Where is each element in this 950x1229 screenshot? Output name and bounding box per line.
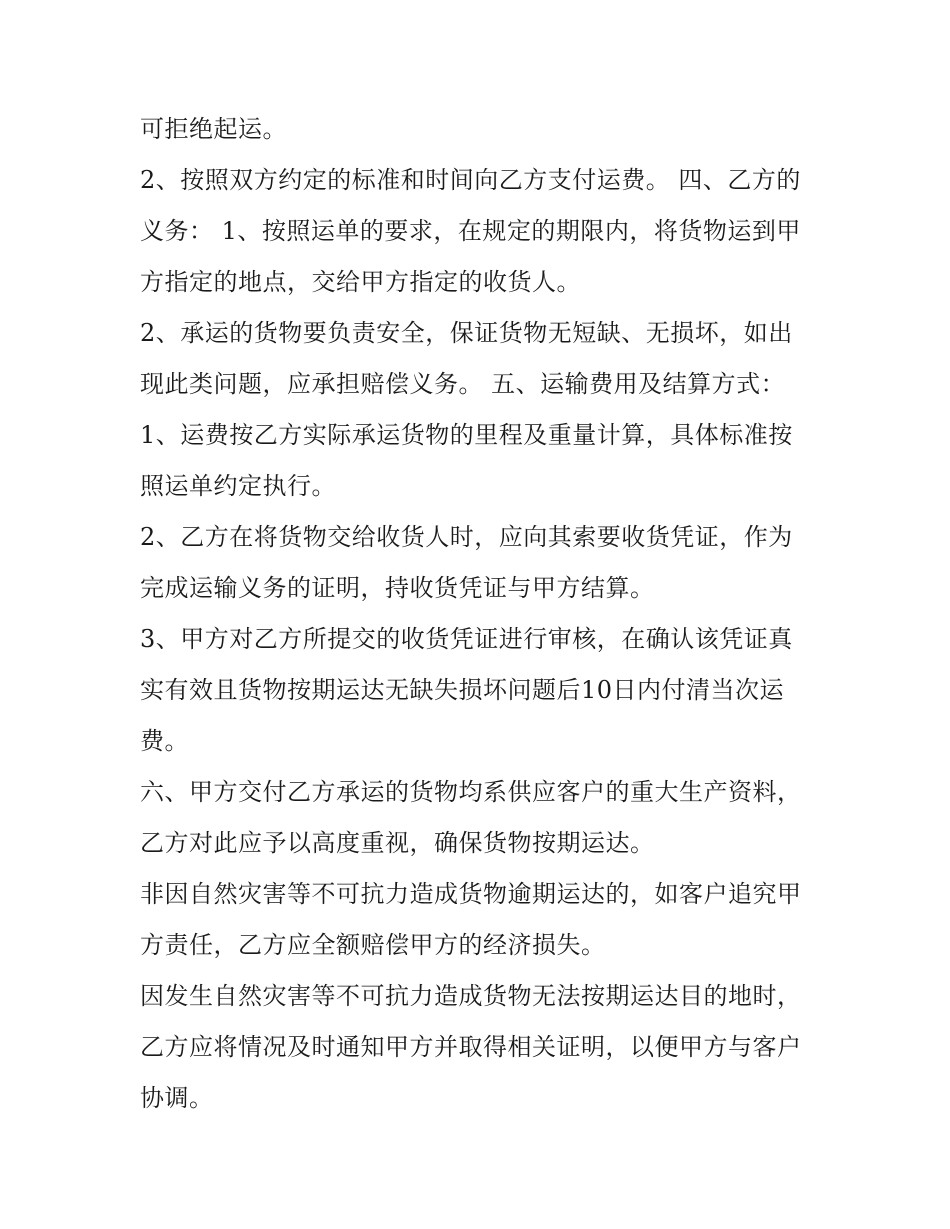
text-line: 乙方应将情况及时通知甲方并取得相关证明，以便甲方与客户 bbox=[140, 1033, 802, 1061]
text-line: 3、甲方对乙方所提交的收货凭证进行审核，在确认该凭证真 bbox=[140, 625, 793, 653]
text-line: 六、甲方交付乙方承运的货物均系供应客户的重大生产资料， bbox=[140, 778, 802, 806]
text-line: 可拒绝起运。 bbox=[140, 115, 287, 143]
paragraph-2 bbox=[140, 155, 820, 308]
text-line: 2、按照双方约定的标准和时间向乙方支付运费。 四、乙方的 bbox=[140, 166, 801, 194]
text-line: 实有效且货物按期运达无缺失损坏问题后10日内付清当次运 bbox=[140, 676, 785, 704]
document-body bbox=[140, 104, 820, 1124]
text-line: 2、乙方在将货物交给收货人时，应向其索要收货凭证，作为 bbox=[140, 523, 793, 551]
paragraph-9 bbox=[140, 971, 820, 1124]
text-line: 协调。 bbox=[140, 1084, 214, 1112]
text-line: 方责任，乙方应全额赔偿甲方的经济损失。 bbox=[140, 931, 606, 959]
text-line: 因发生自然灾害等不可抗力造成货物无法按期运达目的地时， bbox=[140, 982, 802, 1010]
text-line: 1、运费按乙方实际承运货物的里程及重量计算，具体标准按 bbox=[140, 421, 793, 449]
paragraph-4 bbox=[140, 410, 820, 512]
text-line: 乙方对此应予以高度重视，确保货物按期运达。 bbox=[140, 829, 655, 857]
paragraph-1 bbox=[140, 104, 820, 155]
text-line: 现此类问题，应承担赔偿义务。 五、运输费用及结算方式： bbox=[140, 370, 786, 398]
paragraph-6 bbox=[140, 614, 820, 767]
text-line: 义务： 1、按照运单的要求，在规定的期限内，将货物运到甲 bbox=[140, 217, 801, 245]
text-line: 2、承运的货物要负责安全，保证货物无短缺、无损坏，如出 bbox=[140, 319, 793, 347]
text-line: 照运单约定执行。 bbox=[140, 472, 336, 500]
paragraph-7 bbox=[140, 767, 820, 869]
paragraph-8 bbox=[140, 869, 820, 971]
text-line: 费。 bbox=[140, 727, 189, 755]
paragraph-3 bbox=[140, 308, 820, 410]
text-line: 完成运输义务的证明，持收货凭证与甲方结算。 bbox=[140, 574, 655, 602]
paragraph-5 bbox=[140, 512, 820, 614]
text-line: 非因自然灾害等不可抗力造成货物逾期运达的，如客户追究甲 bbox=[140, 880, 802, 908]
text-line: 方指定的地点，交给甲方指定的收货人。 bbox=[140, 268, 581, 296]
